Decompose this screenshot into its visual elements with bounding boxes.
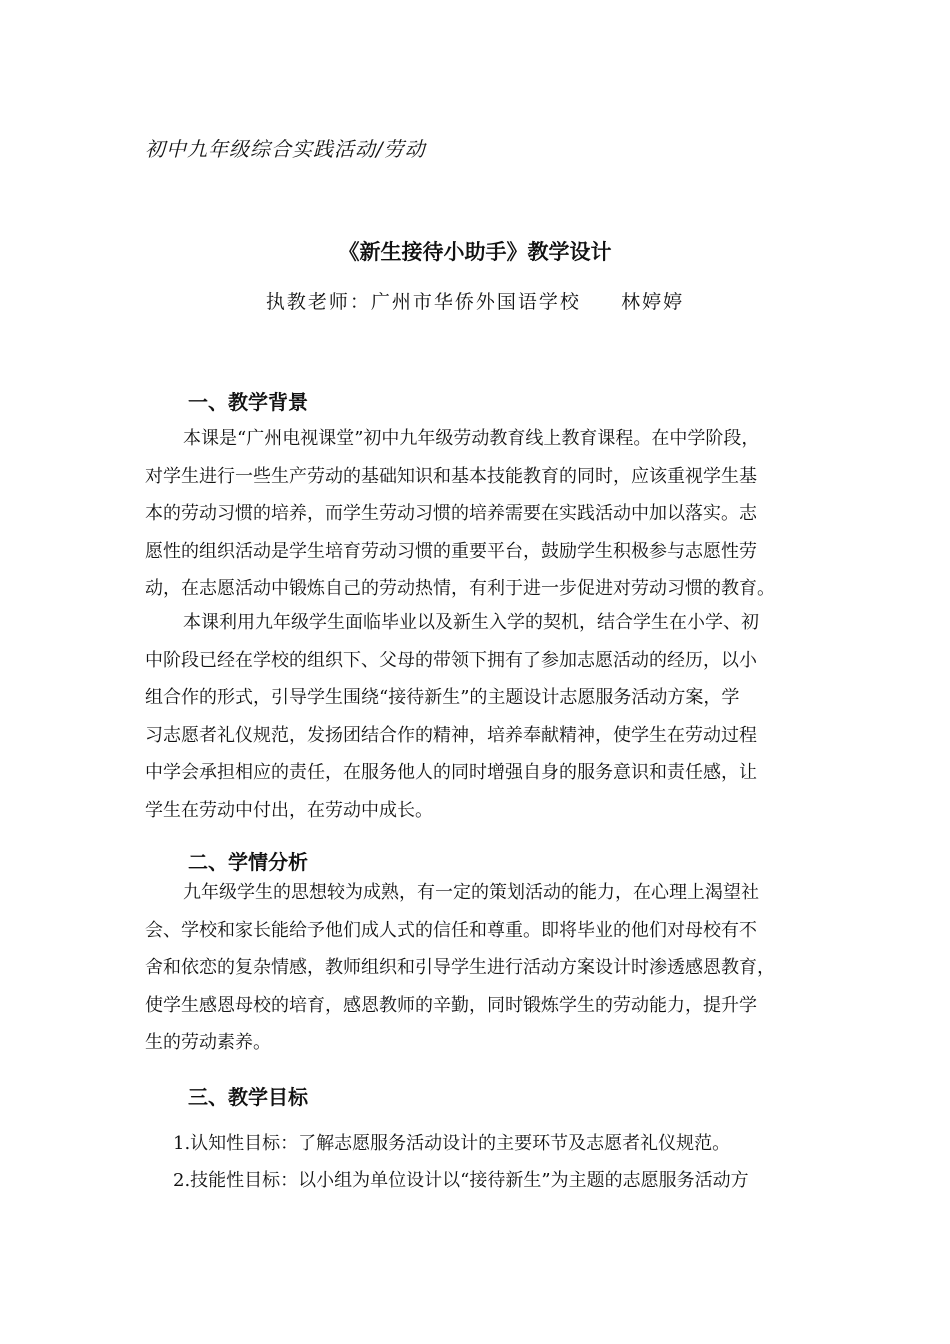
paragraph-line: 中学会承担相应的责任，在服务他人的同时增强自身的服务意识和责任感，让 bbox=[145, 762, 757, 784]
paragraph-line: 会、学校和家长能给予他们成人式的信任和尊重。即将毕业的他们对母校有不 bbox=[145, 919, 757, 941]
paragraph-line: 动，在志愿活动中锻炼自己的劳动热情，有利于进一步促进对劳动习惯的教育。 bbox=[145, 578, 775, 600]
paragraph-line: 本课利用九年级学生面临毕业以及新生入学的契机，结合学生在小学、初 bbox=[183, 612, 759, 633]
paragraph-line: 九年级学生的思想较为成熟，有一定的策划活动的能力，在心理上渴望社 bbox=[183, 882, 759, 903]
teacher-line: 执教老师：广州市华侨外国语学校 林婷婷 bbox=[265, 291, 685, 313]
paragraph-line: 本课是“广州电视课堂”初中九年级劳动教育线上教育课程。在中学阶段， bbox=[183, 428, 760, 449]
paragraph-analysis bbox=[145, 874, 809, 1062]
objective-item-1: 1.认知性目标：了解志愿服务活动设计的主要环节及志愿者礼仪规范。 bbox=[173, 1133, 731, 1154]
paragraph-line: 舍和依恋的复杂情感，教师组织和引导学生进行活动方案设计时渗透感恩教育， bbox=[145, 957, 775, 979]
paragraph-line: 对学生进行一些生产劳动的基础知识和基本技能教育的同时，应该重视学生基 bbox=[145, 465, 757, 487]
paragraph-line: 使学生感恩母校的培育，感恩教师的辛勤，同时锻炼学生的劳动能力，提升学 bbox=[145, 994, 757, 1016]
section-heading-analysis: 二、学情分析 bbox=[188, 850, 308, 874]
paragraph-background-2 bbox=[145, 604, 809, 830]
subject-line: 初中九年级综合实践活动/劳动 bbox=[145, 137, 426, 161]
paragraph-line: 本的劳动习惯的培养，而学生劳动习惯的培养需要在实践活动中加以落实。志 bbox=[145, 503, 757, 525]
objective-item-2: 2.技能性目标：以小组为单位设计以“接待新生”为主题的志愿服务活动方 bbox=[173, 1170, 749, 1191]
paragraph-line: 组合作的形式，引导学生围绕“接待新生”的主题设计志愿服务活动方案，学 bbox=[145, 687, 740, 709]
paragraph-line: 习志愿者礼仪规范，发扬团结合作的精神，培养奉献精神，使学生在劳动过程 bbox=[145, 724, 757, 746]
paragraph-line: 中阶段已经在学校的组织下、父母的带领下拥有了参加志愿活动的经历，以小 bbox=[145, 649, 757, 671]
paragraph-line: 愿性的组织活动是学生培育劳动习惯的重要平台，鼓励学生积极参与志愿性劳 bbox=[145, 540, 757, 562]
paragraph-background-1 bbox=[145, 420, 809, 608]
document-title: 《新生接待小助手》教学设计 bbox=[338, 240, 612, 264]
section-heading-background: 一、教学背景 bbox=[188, 390, 308, 414]
paragraph-line: 生的劳动素养。 bbox=[145, 1032, 271, 1054]
section-heading-objectives: 三、教学目标 bbox=[188, 1085, 308, 1109]
paragraph-line: 学生在劳动中付出，在劳动中成长。 bbox=[145, 799, 433, 821]
